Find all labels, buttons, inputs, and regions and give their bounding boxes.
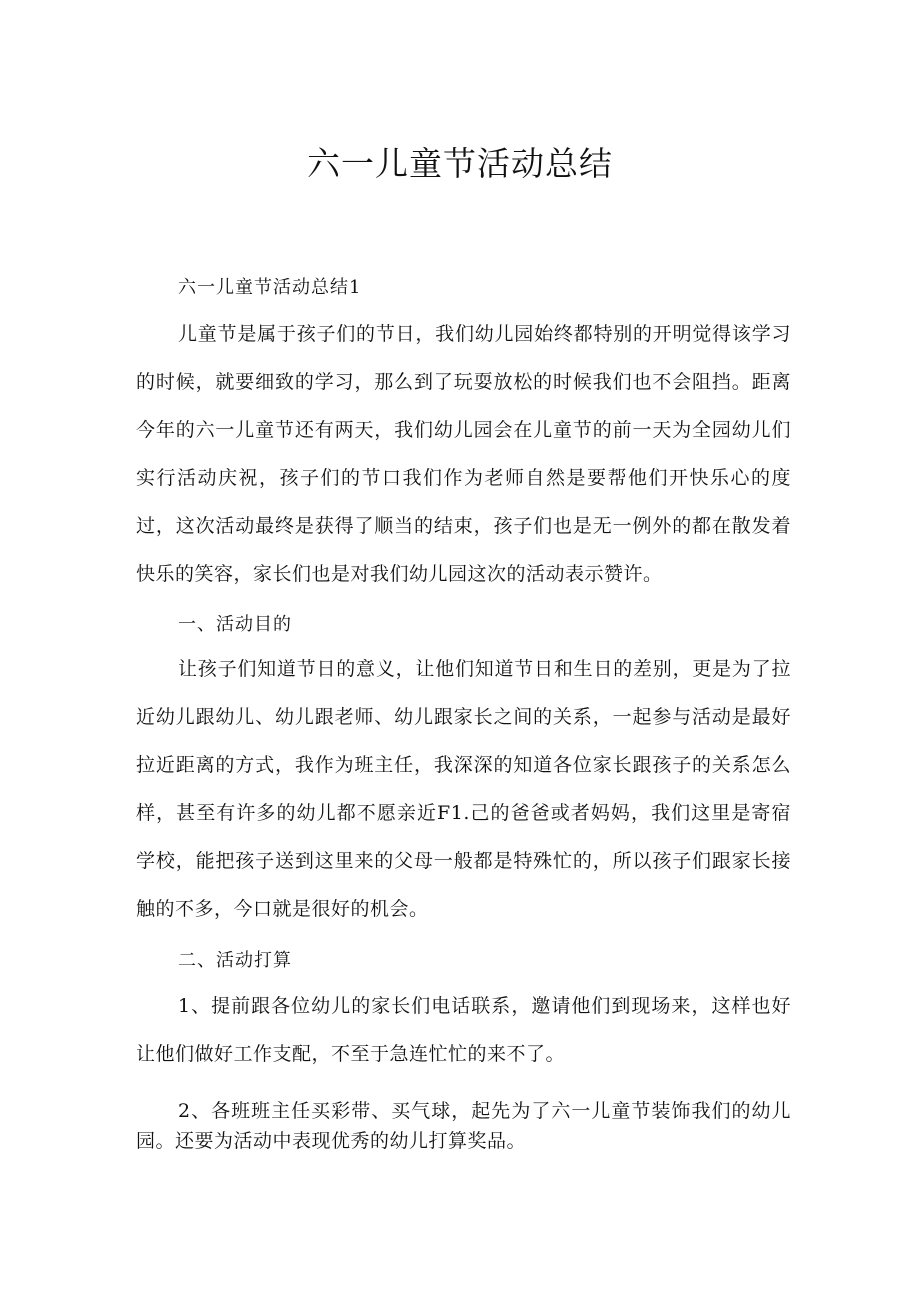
section1-heading: 一、活动目的 [178,614,292,635]
subtitle: 六一儿童节活动总结1 [178,277,362,298]
document-title: 六一儿童节活动总结 [307,144,613,183]
section2-heading: 二、活动打算 [178,950,292,971]
plan-item-1: 1、提前跟各位幼儿的家长们电话联系，邀请他们到现场来，这样也好让他们做好工作支配，不至于急连忙忙的来不了。 [136,995,791,1065]
section1-paragraph: 让孩子们知道节日的意义，让他们知道节日和生日的差别，更是为了拉近幼儿跟幼儿、幼儿跟老师、幼儿跟家长之间的关系，一起参与活动是最好拉近距离的方式，我作为班主任，我深深的知道各位家长跟孩子的关系怎么样，甚至有许多的幼儿都不愿亲近F1.己的爸爸或者妈妈，我们这里是寄宿学校，能把孩子送到这里来的父母一般都是特殊忙的，所以孩子们跟家长接触的不多，今口就是很好的机会。 [136,658,791,920]
intro-paragraph: 儿童节是属于孩子们的节日，我们幼儿园始终都特别的开明觉得该学习的时候，就要细致的学习，那么到了玩耍放松的时候我们也不会阻挡。距离今年的六一儿童节还有两天，我们幼儿园会在儿童节的前一天为全园幼儿们实行活动庆祝，孩子们的节口我们作为老师自然是要帮他们开快乐心的度过，这次活动最终是获得了顺当的结束，孩子们也是无一例外的都在散发着快乐的笑容，家长们也是对我们幼儿园这次的活动表示赞许。 [136,323,791,585]
plan-item-2: 2、各班班主任买彩带、买气球，起先为了六一儿童节装饰我们的幼儿园。还要为活动中表现优秀的幼儿打算奖品。 [136,1100,791,1152]
